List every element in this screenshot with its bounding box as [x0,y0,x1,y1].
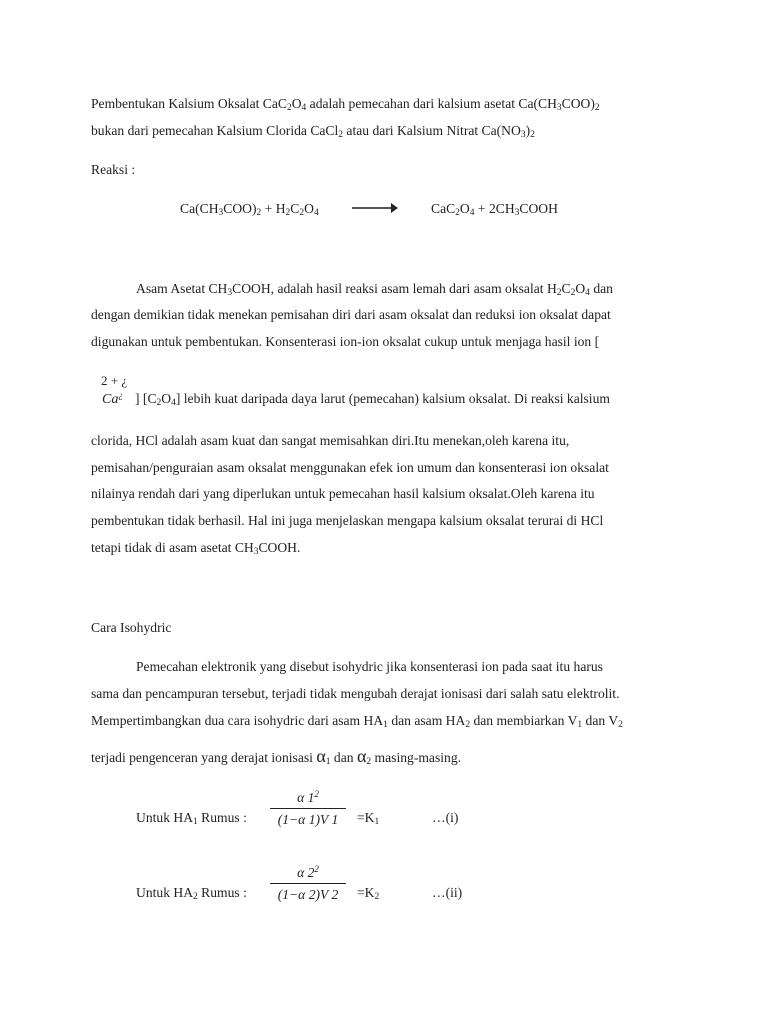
equation-right: $CaC_2O_4$ + $2CH_3COOH$ [431,201,558,218]
ion-base: Ca¿ [102,390,123,407]
paragraph1-line2: bukan dari pemecahan Kalsium Clorida CaCl$_2$ atau dari Kalsium Nitrat $Ca(NO_3)_2$ [91,123,535,140]
formula1-numerator: α $1^2$ [297,789,319,805]
formula2-ref: …(ii) [432,885,463,900]
paragraph3-line3: Mempertimbangkan dua cara isohydric dari asam $HA_1$ dan asam $HA_2$ dan membiarkan $V_1$ dan $V_2$ [91,713,623,730]
paragraph2-line5: clorida, HCl adalah asam kuat dan sangat memisahkan diri.Itu menekan,oleh karena itu, [91,433,570,448]
paragraph2-line4: ] $[C_2O_4]$ lebih kuat daripada daya larut (pemecahan) kalsium oksalat. Di reaksi kalsium [135,391,610,408]
formula2-numerator: α $2^2$ [297,864,319,880]
formula1-ref: …(i) [432,810,459,825]
formula1-fraction [270,790,346,828]
formula1-result: $=K_1$ [357,810,380,827]
ion-charge-superscript: 2 + ¿ [101,373,128,388]
paragraph2-line9: tetapi tidak di asam asetat $CH_3COOH$. [91,540,301,557]
heading-isohydric: Cara Isohydric [91,620,172,635]
paragraph2-line2: dengan demikian tidak menekan pemisahan diri dari asam oksalat dan reduksi ion oksalat dapat [91,307,611,322]
formula2-result: $=K_2$ [357,885,380,902]
reaction-arrow-icon [352,207,396,209]
paragraph2-line8: pembentukan tidak berhasil. Hal ini juga menjelaskan mengapa kalsium oksalat terurai di HCl [91,513,604,528]
formula1-fraction-bar [270,808,346,809]
formula2-denominator: (1−α 2)V 2 [277,887,339,902]
paragraph2-line1: Asam Asetat $CH_3COOH$, adalah hasil reaksi asam lemah dari asam oksalat $H_2C_2O_4$ dan [136,281,613,298]
paragraph3-line1: Pemecahan elektronik yang disebut isohydric jika konsenterasi ion pada saat itu harus [136,659,603,674]
reaksi-label: Reaksi : [91,162,136,177]
paragraph2-line3: digunakan untuk pembentukan. Konsenterasi ion-ion oksalat cukup untuk menjaga hasil ion [ [91,334,600,349]
formula2-fraction-bar [270,883,346,884]
paragraph3-line2: sama dan pencampuran tersebut, terjadi tidak mengubah derajat ionisasi dari salah satu elektrolit. [91,686,620,701]
formula1-denominator: (1−α 1)V 1 [277,812,339,827]
paragraph3-line4: terjadi pengenceran yang derajat ionisasi $\alpha_1$ dan $\alpha_2$ masing-masing. [91,746,462,767]
paragraph1-line1: Pembentukan Kalsium Oksalat $CaC_2O_4$ adalah pemecahan dari kalsium asetat $Ca(CH_3COO)_2$ [91,96,600,113]
formula2-label: Untuk $HA_2$ Rumus : [136,885,247,902]
equation-left: $Ca(CH_3COO)_2 + H_2C_2O_4$ [180,201,319,218]
paragraph2-line6: pemisahan/penguraian asam oksalat menggunakan efek ion umum dan konsenterasi ion oksalat [91,460,609,475]
paragraph2-line7: nilainya rendah dari yang diperlukan untuk pemecahan hasil kalsium oksalat.Oleh karena itu [91,486,595,501]
formula2-fraction [270,865,346,903]
formula1-label: Untuk $HA_1$ Rumus : [136,810,247,827]
